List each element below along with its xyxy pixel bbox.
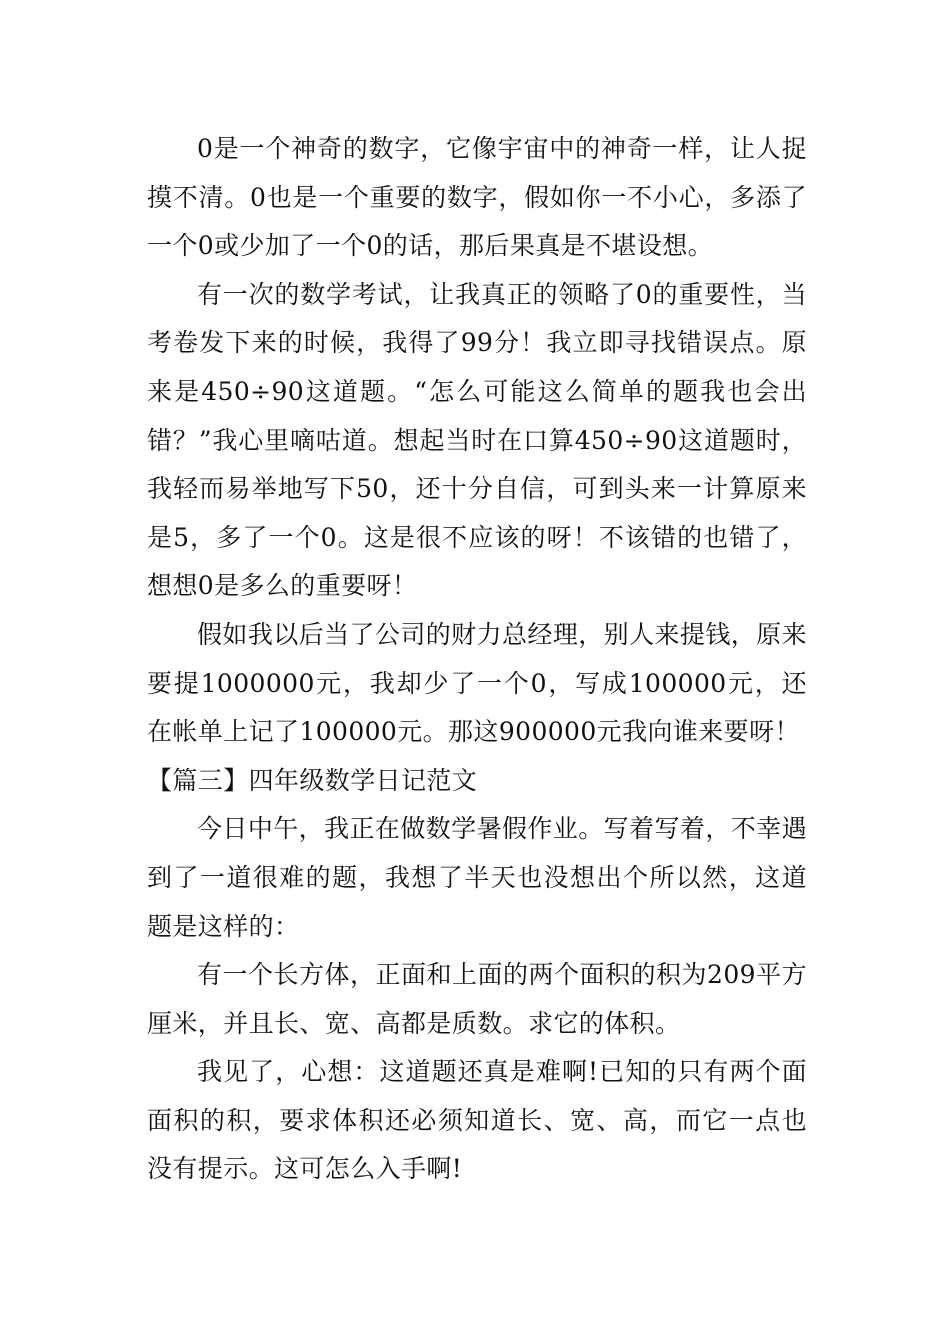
paragraph-math-exam: 有一次的数学考试，让我真正的领略了0的重要性，当考卷发下来的时候，我得了99分！我立即寻找错误点。原来是450÷90这道题。“怎么可能这么简单的题我也会出错？”我心里嘀咕道。想起当时在口算450÷90这道题时，我轻而易举地写下50，还十分自信，可到头来一计算原来是5，多了一个0。这是很不应该的呀！不该错的也错了，想想0是多么的重要呀！ bbox=[147, 279, 807, 601]
document-body bbox=[147, 125, 807, 1194]
paragraph-thinking: 我见了，心想：这道题还真是难啊!已知的只有两个面面积的积，要求体积还必须知道长、宽、高，而它一点也没有提示。这可怎么入手啊! bbox=[147, 1057, 807, 1184]
paragraph-finance-manager: 假如我以后当了公司的财力总经理，别人来提钱，原来要提1000000元，我却少了一个0，写成100000元，还在帐单上记了100000元。那这900000元我向谁来要呀！ bbox=[147, 619, 807, 747]
paragraph-zero-intro: 0是一个神奇的数字，它像宇宙中的神奇一样，让人捉摸不清。0也是一个重要的数字，假如你一不小心，多添了一个0或少加了一个0的话，那后果真是不堪设想。 bbox=[147, 134, 807, 261]
paragraph-summer-homework: 今日中午，我正在做数学暑假作业。写着写着，不幸遇到了一道很难的题，我想了半天也没想出个所以然，这道题是这样的： bbox=[147, 814, 807, 941]
paragraph-cuboid-problem: 有一个长方体，正面和上面的两个面积的积为209平方厘米，并且长、宽、高都是质数。求它的体积。 bbox=[147, 960, 807, 1038]
section-heading-part-three: 【篇三】四年级数学日记范文 bbox=[147, 765, 478, 795]
